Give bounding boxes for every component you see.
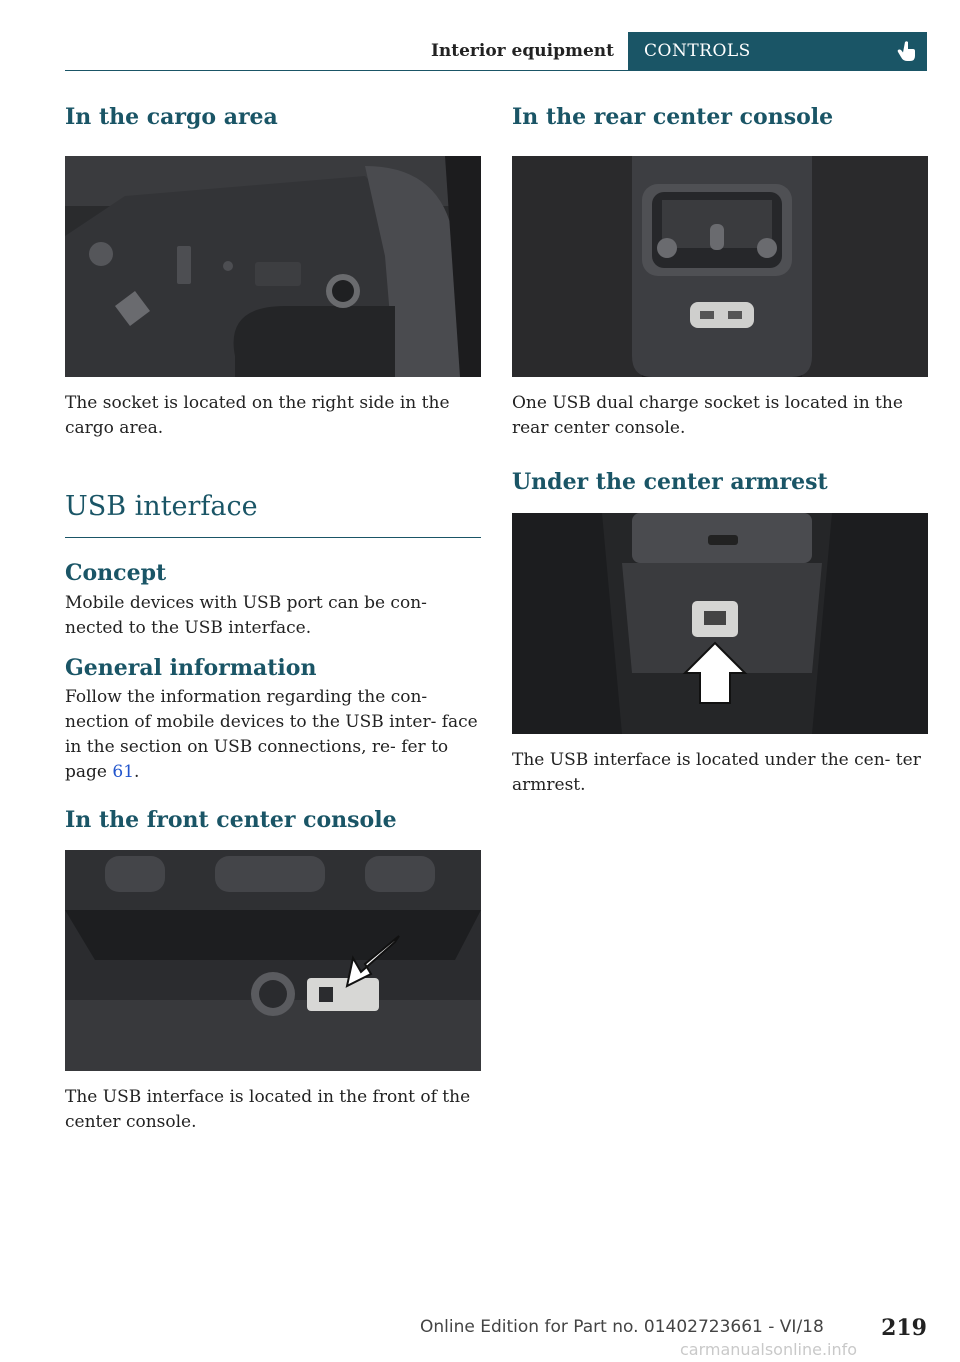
watermark: carmanualsonline.info bbox=[680, 1340, 858, 1359]
cargo-area-photo bbox=[65, 156, 481, 377]
section-tab bbox=[628, 32, 927, 70]
front-center-console-caption: The USB interface is located in the front of the center console. bbox=[65, 1086, 471, 1132]
cargo-area-caption: The socket is located on the right side in the cargo area. bbox=[65, 393, 450, 438]
cargo-area-heading: In the cargo area bbox=[65, 104, 278, 130]
concept-text: Mobile devices with USB port can be con- nected to the USB interface. bbox=[65, 592, 427, 638]
concept-heading: Concept bbox=[65, 560, 167, 587]
center-armrest-caption: The USB interface is located under the cen- ter armrest. bbox=[512, 750, 921, 796]
chapter-title: Interior equipment bbox=[430, 41, 614, 61]
rear-center-console-heading: In the rear center console bbox=[512, 104, 834, 130]
page-header bbox=[65, 32, 927, 71]
center-armrest-photo bbox=[512, 513, 928, 734]
right-column bbox=[512, 104, 928, 798]
pointing-hand-icon bbox=[897, 40, 917, 62]
rear-center-console-caption: One USB dual charge socket is located in the rear center console. bbox=[512, 393, 903, 438]
section-label: CONTROLS bbox=[644, 41, 751, 61]
edition-footer: Online Edition for Part no. 01402723661 - VI/18 bbox=[420, 1317, 824, 1337]
front-center-console-heading: In the front center console bbox=[65, 807, 397, 834]
center-armrest-heading: Under the center armrest bbox=[512, 469, 828, 495]
page-61-link[interactable]: 61 bbox=[112, 762, 135, 783]
rear-center-console-photo bbox=[512, 156, 928, 377]
usb-interface-heading: USB interface bbox=[65, 491, 481, 538]
general-information-body: Follow the information regarding the con- nection of mobile devices to the USB inter- face in the section on USB connections, re- fer to page bbox=[65, 687, 478, 783]
general-information-heading: General information bbox=[65, 654, 317, 681]
general-information-end: . bbox=[134, 762, 140, 783]
left-column bbox=[65, 104, 481, 1135]
page-number: 219 bbox=[881, 1315, 927, 1341]
general-information-text bbox=[65, 685, 481, 785]
front-center-console-photo bbox=[65, 850, 481, 1071]
